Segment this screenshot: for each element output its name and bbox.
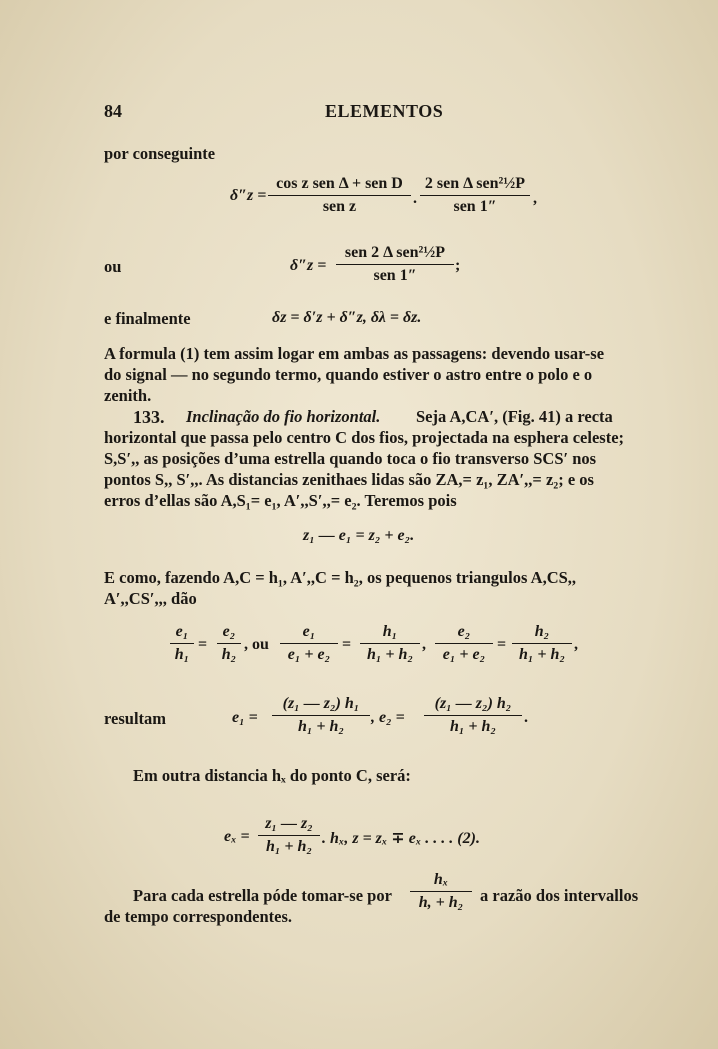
eq-z: z₁ — e₁ = z₂ + e₂. bbox=[303, 527, 415, 544]
ratio-fraction-5 bbox=[435, 622, 493, 665]
ratio-f2-den: h₂ bbox=[221, 646, 237, 663]
fraction-bar bbox=[268, 195, 411, 196]
ratio-fraction-3 bbox=[280, 622, 338, 665]
ratio-fraction-6 bbox=[512, 622, 572, 665]
fraction-bar bbox=[280, 643, 338, 644]
ratio-f3-den: e₁ + e₂ bbox=[287, 646, 331, 663]
res-end-dot: . bbox=[524, 709, 528, 726]
fraction-bar bbox=[435, 643, 493, 644]
text-ou: ou bbox=[104, 257, 122, 276]
paragraph-2-line-2: horizontal que passa pelo centro C dos fios, projectada na esphera celeste; bbox=[104, 428, 625, 447]
fraction-bar bbox=[424, 715, 522, 716]
ratio-equals-2: = bbox=[342, 636, 352, 653]
eq2-lhs: δ″z = bbox=[290, 257, 327, 274]
eq1-f1-numerator: cos z sen Δ + sen D bbox=[276, 175, 403, 192]
paragraph-2-line-3: S,S′,, as posições d’uma estrella quando toca o fio transverso SCS′ nos bbox=[104, 449, 597, 468]
eq1-fraction-1 bbox=[268, 174, 411, 217]
res-f2-den: h₁ + h₂ bbox=[449, 718, 497, 735]
paragraph-3-line-2: A′,,CS′,,, dão bbox=[104, 589, 197, 608]
res-lhs-1: e₁ = bbox=[232, 709, 258, 726]
paragraph-3-line-1: E como, fazendo A,C = h₁, A′,,C = h₂, os pequenos triangulos A,CS,, bbox=[104, 568, 577, 587]
fraction-bar bbox=[420, 195, 530, 196]
text-resultam: resultam bbox=[104, 709, 167, 728]
paragraph-5-line-2: de tempo correspondentes. bbox=[104, 907, 293, 926]
paragraph-2-line-4: pontos S,, S′,,. As distancias zenithaes lidas são ZA,= z₁, ZA′,,= z₂; e os bbox=[104, 470, 594, 489]
ratio-fraction-2 bbox=[217, 622, 241, 665]
fraction-bar bbox=[170, 643, 194, 644]
fraction-bar bbox=[272, 715, 370, 716]
paragraph-1-line-1: A formula (1) tem assim logar em ambas as passagens: devendo usar-se bbox=[104, 344, 605, 363]
eq1-fraction-2 bbox=[420, 174, 530, 217]
eq1-lhs: δ″z = bbox=[230, 187, 267, 204]
section-title: Inclinação do fio horizontal. bbox=[186, 407, 381, 426]
res-f2-num: (z₁ — z₂) h₂ bbox=[434, 695, 512, 712]
running-title: ELEMENTOS bbox=[325, 101, 444, 121]
fraction-bar bbox=[410, 891, 472, 892]
fraction-bar bbox=[512, 643, 572, 644]
paragraph-2-line-5: erros d’ellas são A,S₁= e₁, A′,,S′,,= e₂. Teremos pois bbox=[104, 491, 457, 510]
eq2-numerator: sen 2 Δ sen²½P bbox=[344, 244, 446, 261]
fraction-bar bbox=[360, 643, 420, 644]
ratio-equals-1: = bbox=[198, 636, 208, 653]
ratio-ou: , ou bbox=[244, 636, 269, 653]
ex-num: z₁ — z₂ bbox=[265, 815, 313, 832]
fraction-bar bbox=[258, 835, 320, 836]
ratio-equals-3: = bbox=[497, 636, 507, 653]
ex-rest: . hₓ, z = zₓ ∓ eₓ . . . . (2). bbox=[322, 830, 480, 847]
eq1-dot: . bbox=[413, 190, 417, 207]
text-por-conseguinte: por conseguinte bbox=[104, 144, 216, 163]
text-e-finalmente: e finalmente bbox=[104, 309, 191, 328]
paragraph-1-line-3: zenith. bbox=[104, 386, 152, 405]
eq1-comma: , bbox=[533, 190, 537, 207]
eq-final: δz = δ′z + δ″z, δλ = δz. bbox=[272, 309, 422, 326]
ex-lhs: eₓ = bbox=[224, 828, 250, 845]
eq2-denominator: sen 1″ bbox=[373, 267, 417, 284]
ratio-f1-den: h₁ bbox=[174, 646, 190, 663]
fraction-bar bbox=[217, 643, 241, 644]
paragraph-5-line-1b: a razão dos intervallos bbox=[480, 886, 639, 905]
ratio-end-comma: , bbox=[574, 636, 578, 653]
paragraph-1-line-2: do signal — no segundo termo, quando estiver o astro entre o polo e o bbox=[104, 365, 593, 384]
last-fraction bbox=[410, 870, 472, 913]
paragraph-2-line-1: Seja A,CA′, (Fig. 41) a recta bbox=[416, 407, 613, 426]
eq2-semicolon: ; bbox=[455, 257, 461, 274]
res-lhs-2: , e₂ = bbox=[371, 709, 405, 726]
page-number: 84 bbox=[104, 101, 122, 121]
ex-fraction bbox=[258, 814, 320, 857]
paragraph-5-line-1a: Para cada estrella póde tomar-se por bbox=[133, 886, 392, 905]
res-fraction-2 bbox=[424, 694, 522, 737]
ratio-fraction-4 bbox=[360, 622, 420, 665]
eq1-f2-numerator: 2 sen Δ sen²½P bbox=[424, 175, 526, 192]
ratio-f6-num: h₂ bbox=[534, 623, 550, 640]
ratio-f6-den: h₁ + h₂ bbox=[518, 646, 566, 663]
ratio-f4-num: h₁ bbox=[382, 623, 398, 640]
eq1-f1-denominator: sen z bbox=[322, 198, 357, 215]
res-f1-den: h₁ + h₂ bbox=[297, 718, 345, 735]
last-num: hₓ bbox=[433, 871, 449, 888]
ratio-f2-num: e₂ bbox=[222, 623, 236, 640]
eq1-f2-denominator: sen 1″ bbox=[453, 198, 497, 215]
res-f1-num: (z₁ — z₂) h₁ bbox=[282, 695, 360, 712]
eq2-fraction bbox=[336, 243, 454, 286]
ex-den: h₁ + h₂ bbox=[265, 838, 313, 855]
ratio-f4-den: h₁ + h₂ bbox=[366, 646, 414, 663]
res-fraction-1 bbox=[272, 694, 370, 737]
ratio-f5-num: e₂ bbox=[457, 623, 471, 640]
ratio-f5-den: e₁ + e₂ bbox=[442, 646, 486, 663]
ratio-comma: , bbox=[422, 636, 426, 653]
section-number: 133. bbox=[133, 407, 165, 427]
fraction-bar bbox=[336, 264, 454, 265]
ratio-fraction-1 bbox=[170, 622, 194, 665]
paragraph-4: Em outra distancia hₓ do ponto C, será: bbox=[133, 766, 411, 785]
last-den: h, + h₂ bbox=[418, 894, 464, 911]
ratio-f3-num: e₁ bbox=[302, 623, 316, 640]
ratio-f1-num: e₁ bbox=[175, 623, 189, 640]
